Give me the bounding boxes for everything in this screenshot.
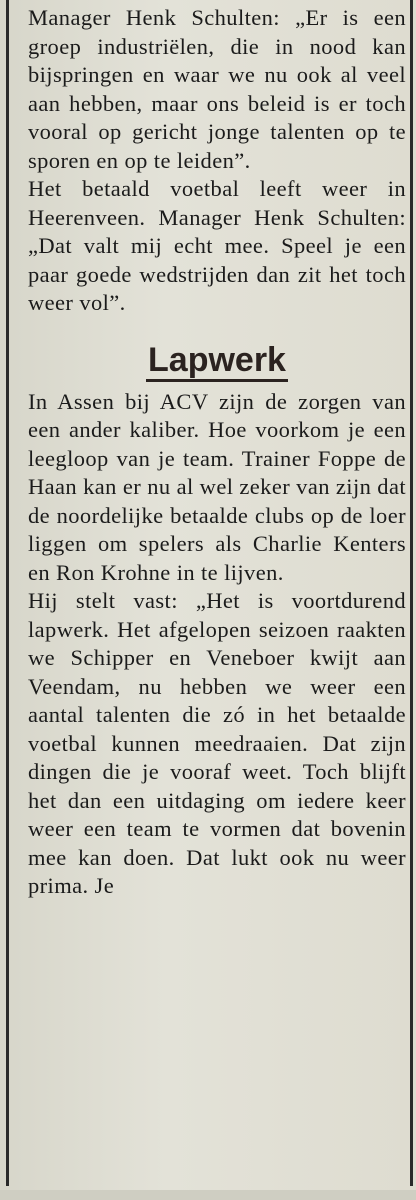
article-paragraph-1: Manager Henk Schulten: „Er is een groep industriëlen, die in nood kan bijspringen en waar we nu ook al veel aan hebben, maar ons beleid is er toch vooral op gericht jonge talenten op te sporen en op te leiden”. [28,5,406,173]
column-rule-left [6,0,9,1186]
page-bottom-edge [0,1190,416,1200]
section-heading-wrap [28,342,406,382]
section-heading: Lapwerk [146,342,288,382]
article-paragraph-4: Hij stelt vast: „Het is voortdurend lapwerk. Het afgelopen seizoen raakten we Schipper en Veneboer kwijt aan Veendam, nu hebben we weer een aantal talenten die zó in het betaalde voetbal kunnen meedraaien. Dat zijn dingen die je vooraf weet. Toch blijft het dan een uitdaging om iedere keer weer een team te vormen dat bovenin mee kan doen. Dat lukt ook nu weer prima. Je [28,588,406,898]
article-column [28,4,406,901]
article-paragraph-2: Het betaald voetbal leeft weer in Heerenveen. Manager Henk Schulten: „Dat valt mij echt mee. Speel je een paar goede wedstrijden dan zit het toch weer vol”. [28,176,406,315]
column-rule-right [410,0,413,1186]
article-paragraph-3: In Assen bij ACV zijn de zorgen van een ander kaliber. Hoe voorkom je een leegloop van je team. Trainer Foppe de Haan kan er nu al wel zeker van zijn dat de noordelijke betaalde clubs op de loer liggen om spelers als Charlie Kenters en Ron Krohne in te lijven. [28,388,406,585]
